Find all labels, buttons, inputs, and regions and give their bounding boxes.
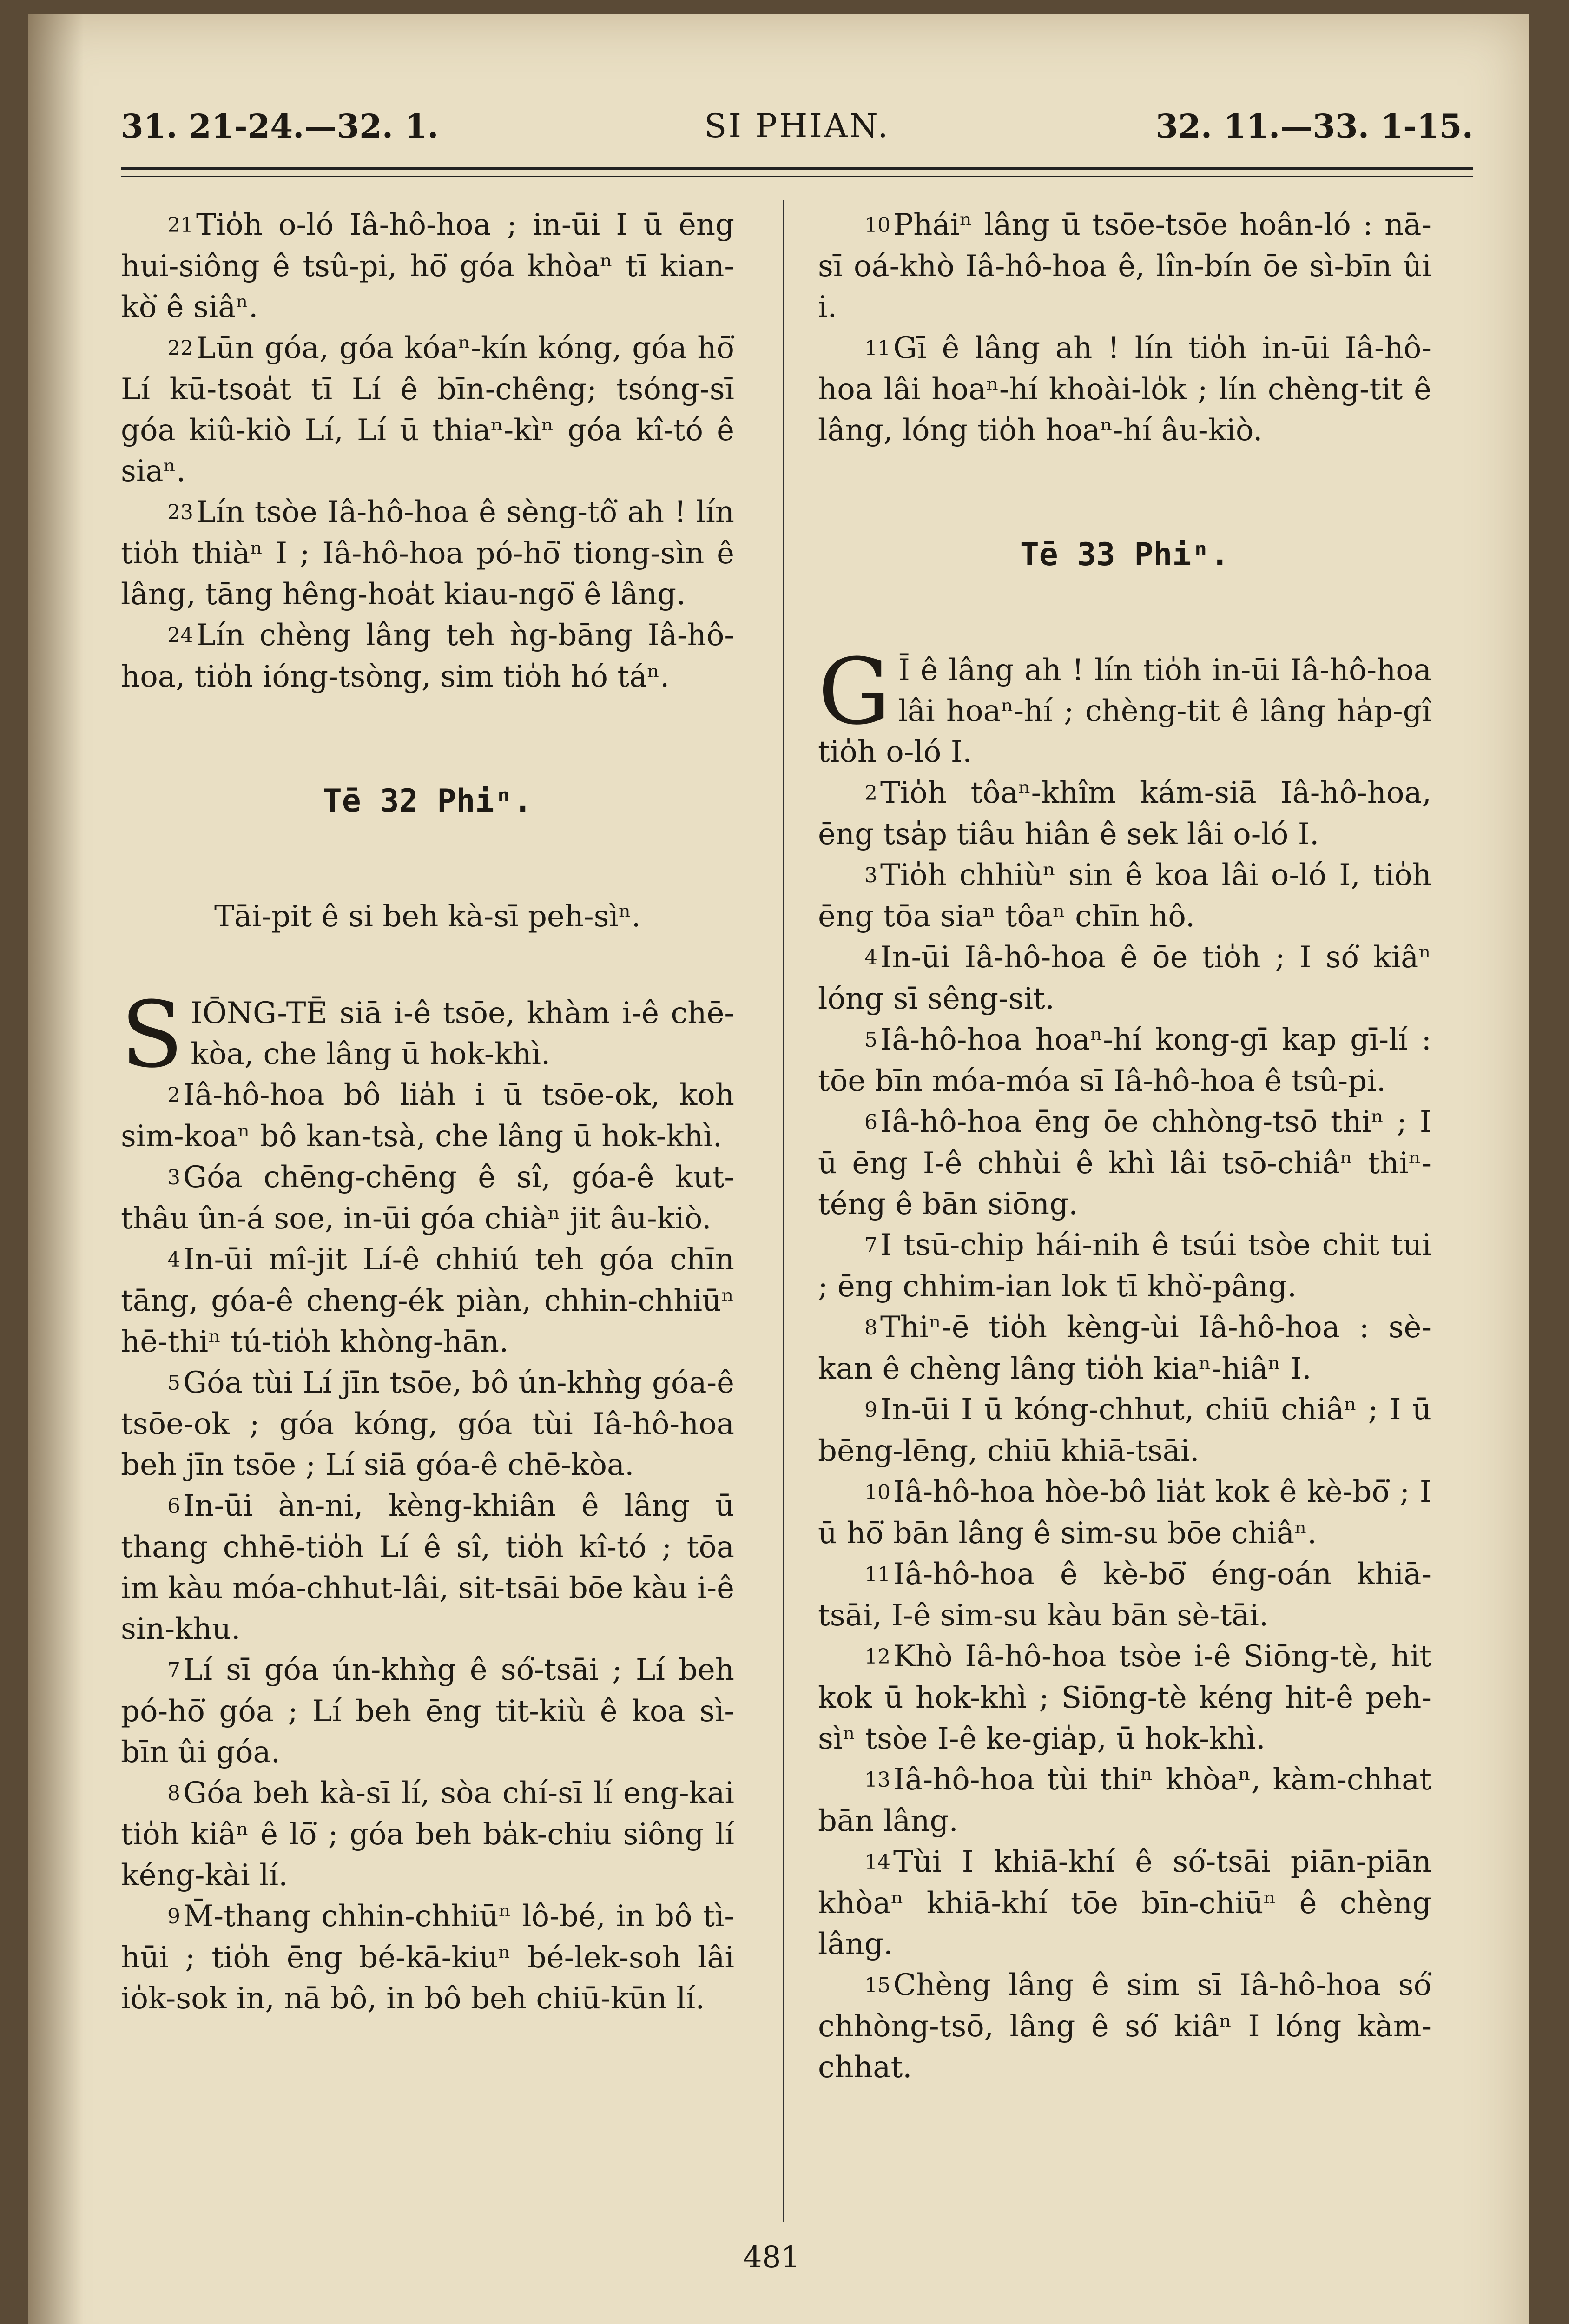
verse	[121, 1650, 734, 1773]
verse-text: In-ūi mî-jit Lí-ê chhiú teh góa chīn tāng, góa-ê cheng-ék piàn, chhin-chhiūⁿ hē-thiⁿ tú-tio̍h khòng-hān.	[121, 1242, 734, 1359]
verse-text: Gī ê lâng ah ! lín tio̍h in-ūi Iâ-hô-hoa lâi hoaⁿ-hí khoài-lo̍k ; lín chèng-tit ê lâng, lóng tio̍h hoaⁿ-hí âu-kiò.	[818, 331, 1431, 448]
drop-cap: G	[818, 639, 891, 745]
verse-number: 15	[864, 1974, 890, 1997]
verse-number: 8	[864, 1316, 877, 1340]
verse-text: Thiⁿ-ē tio̍h kèng-ùi Iâ-hô-hoa : sè-kan ê chèng lâng tio̍h kiaⁿ-hiâⁿ I.	[818, 1310, 1431, 1386]
verse	[818, 855, 1431, 937]
verse-text: Iâ-hô-hoa hoaⁿ-hí kong-gī kap gī-lí : tōe bīn móa-móa sī Iâ-hô-hoa ê tsû-pi.	[818, 1023, 1431, 1098]
verse	[818, 205, 1431, 328]
verse-number: 24	[167, 624, 193, 647]
verse-text: In-ūi àn-ni, kèng-khiân ê lâng ū thang chhē-tio̍h Lí ê sî, tio̍h kî-tó ; tōa im kàu móa-chhut-lâi, sit-tsāi bōe kàu i-ê sin-khu.	[121, 1489, 734, 1646]
running-header	[121, 107, 1473, 158]
verse-number: 6	[167, 1494, 180, 1518]
verse-text: Chèng lâng ê sim sī Iâ-hô-hoa só͘ chhòng-tsō, lâng ê só͘ kiâⁿ I lóng kàm-chhat.	[818, 1968, 1431, 2085]
verse	[818, 1307, 1431, 1389]
verse-number: 4	[167, 1248, 180, 1272]
verse-number: 5	[167, 1371, 180, 1395]
verse-text: Góa tùi Lí jīn tsōe, bô ún-khǹg góa-ê tsōe-ok ; góa kóng, góa tùi Iâ-hô-hoa beh jīn tsōe ; Lí siā góa-ê chē-kòa.	[121, 1366, 734, 1482]
verse	[818, 1225, 1431, 1307]
verse	[818, 1102, 1431, 1225]
verse-text: Tio̍h o-ló Iâ-hô-hoa ; in-ūi I ū ēng hui-siông ê tsû-pi, hō͘ góa khòaⁿ tī kian-kò͘ ê siâⁿ.	[121, 208, 734, 324]
verse-number: 14	[864, 1850, 890, 1874]
page-number: 481	[743, 2240, 800, 2275]
left-column	[121, 205, 734, 2019]
verse	[818, 1389, 1431, 1472]
verse	[121, 1486, 734, 1650]
drop-cap: S	[121, 982, 184, 1088]
verse	[121, 492, 734, 615]
verse-text: Pháiⁿ lâng ū tsōe-tsōe hoân-ló : nā-sī oá-khò Iâ-hô-hoa ê, lîn-bín ōe sì-bīn ûi i.	[818, 208, 1431, 324]
verse-number: 10	[864, 213, 890, 237]
column-divider	[783, 200, 784, 2222]
verse-number: 2	[864, 781, 877, 805]
verse	[121, 615, 734, 697]
verse	[818, 328, 1431, 451]
verse	[818, 937, 1431, 1019]
verse-number: 6	[864, 1110, 877, 1134]
header-left-reference: 31. 21-24.—32. 1.	[121, 107, 439, 145]
verse-number: 10	[864, 1480, 890, 1504]
verse-text: In-ūi Iâ-hô-hoa ê ōe tio̍h ; I só͘ kiâⁿ lóng sī sêng-sit.	[818, 940, 1431, 1016]
verse-number: 3	[167, 1166, 180, 1189]
verse	[818, 772, 1431, 855]
verse-text: Tùi I khiā-khí ê só͘-tsāi piān-piān khòaⁿ khiā-khí tōe bīn-chiūⁿ ê chèng lâng.	[818, 1845, 1431, 1961]
verse-text: Góa chēng-chēng ê sî, góa-ê kut-thâu ûn-á soe, in-ūi góa chiàⁿ jit âu-kiò.	[121, 1160, 734, 1236]
verse-text: Lí sī góa ún-khǹg ê só͘-tsāi ; Lí beh pó-hō͘ góa ; Lí beh ēng tit-kiù ê koa sì-bīn ûi góa.	[121, 1653, 734, 1769]
verse-text: Iâ-hô-hoa bô lia̍h i ū tsōe-ok, koh sim-koaⁿ bô kan-tsà, che lâng ū hok-khì.	[121, 1078, 734, 1154]
verse	[818, 1965, 1431, 2088]
verse-number: 9	[167, 1905, 180, 1928]
verse	[121, 1075, 734, 1157]
chapter-heading: Tē 33 Phiⁿ.	[1020, 536, 1230, 573]
verse-number: 7	[864, 1234, 877, 1257]
verse-number: 2	[167, 1083, 180, 1107]
verse-number: 9	[864, 1398, 877, 1422]
verse	[818, 1759, 1431, 1842]
verse	[121, 1362, 734, 1486]
verse	[818, 1554, 1431, 1636]
verse-text: I tsū-chip hái-nih ê tsúi tsòe chit tui ; ēng chhim-ian lok tī khò͘-pâng.	[818, 1228, 1431, 1304]
verse	[818, 1019, 1431, 1102]
verse	[121, 982, 734, 1088]
verse-number: 23	[167, 501, 193, 524]
verse	[818, 639, 1431, 772]
verse-number: 22	[167, 337, 193, 360]
binding-shadow	[28, 14, 84, 2324]
verse	[818, 1472, 1431, 1554]
verse	[121, 1239, 734, 1362]
verse-text: Lūn góa, góa kóaⁿ-kín kóng, góa hō͘ Lí kū-tsoa̍t tī Lí ê bīn-chêng; tsóng-sī góa kiû-kiò Lí, Lí ū thiaⁿ-kìⁿ góa kî-tó ê siaⁿ.	[121, 331, 734, 489]
verse-text: In-ūi I ū kóng-chhut, chiū chiâⁿ ; I ū bēng-lēng, chiū khiā-tsāi.	[818, 1393, 1431, 1468]
verse	[121, 1896, 734, 2019]
verse	[121, 328, 734, 492]
header-rule-thin	[121, 176, 1473, 177]
verse-text: Iâ-hô-hoa ēng ōe chhòng-tsō thiⁿ ; I ū ēng I-ê chhùi ê khì lâi tsō-chiâⁿ thiⁿ-téng ê bān siōng.	[818, 1105, 1431, 1221]
chapter-heading: Tē 32 Phiⁿ.	[323, 783, 533, 819]
verse-text: M̄-thang chhin-chhiūⁿ lô-bé, in bô tì-hūi ; tio̍h ēng bé-kā-kiuⁿ bé-lek-soh lâi io̍k-sok in, nā bô, in bô beh chiū-kūn lí.	[121, 1899, 734, 2016]
verse-number: 11	[864, 337, 890, 360]
verse-number: 5	[864, 1028, 877, 1052]
verse-text: Iâ-hô-hoa ê kè-bō͘ éng-oán khiā-tsāi, I-ê sim-su kàu bān sè-tāi.	[818, 1557, 1431, 1633]
verse-text: Ī ê lâng ah ! lín tio̍h in-ūi Iâ-hô-hoa lâi hoaⁿ-hí ; chèng-tit ê lâng ha̍p-gî tio̍h o-ló I.	[818, 653, 1431, 769]
verse-number: 7	[167, 1658, 180, 1682]
verse-text: Tio̍h chhiùⁿ sin ê koa lâi o-ló I, tio̍h ēng tōa siaⁿ tôaⁿ chīn hô.	[818, 858, 1431, 934]
header-rule-thick	[121, 167, 1473, 170]
header-right-reference: 32. 11.—33. 1-15.	[1155, 107, 1473, 145]
verse-number: 13	[864, 1768, 890, 1792]
verse-number: 8	[167, 1782, 180, 1805]
psalm-superscription: Tāi-pit ê si beh kà-sī peh-sìⁿ.	[214, 899, 641, 934]
verse	[818, 1636, 1431, 1759]
verse-text: Lín tsòe Iâ-hô-hoa ê sèng-tô͘ ah ! lín tio̍h thiàⁿ I ; Iâ-hô-hoa pó-hō͘ tiong-sìn ê lâng, tāng hêng-hoa̍t kiau-ngō͘ ê lâng.	[121, 495, 734, 612]
verse-number: 21	[167, 213, 193, 237]
page	[28, 14, 1529, 2324]
verse-number: 3	[864, 864, 877, 887]
verse-number: 11	[864, 1563, 890, 1586]
verse-text: Khò Iâ-hô-hoa tsòe i-ê Siōng-tè, hit kok ū hok-khì ; Siōng-tè kéng hit-ê peh-sìⁿ tsòe I-ê ke-gia̍p, ū hok-khì.	[818, 1639, 1431, 1756]
verse-number: 12	[864, 1645, 890, 1669]
verse-text: IŌNG-TĒ siā i-ê tsōe, khàm i-ê chē-kòa, che lâng ū hok-khì.	[191, 996, 734, 1071]
verse	[121, 1773, 734, 1896]
verse	[121, 1157, 734, 1239]
verse	[818, 1842, 1431, 1965]
right-column	[818, 205, 1431, 2088]
header-book-title: SI PHIAN.	[704, 107, 890, 145]
verse-text: Tio̍h tôaⁿ-khîm kám-siā Iâ-hô-hoa, ēng tsa̍p tiâu hiân ê sek lâi o-ló I.	[818, 776, 1431, 852]
verse	[121, 205, 734, 328]
verse-text: Iâ-hô-hoa hòe-bô lia̍t kok ê kè-bō͘ ; I ū hō͘ bān lâng ê sim-su bōe chiâⁿ.	[818, 1475, 1431, 1551]
verse-number: 4	[864, 946, 877, 970]
verse-text: Iâ-hô-hoa tùi thiⁿ khòaⁿ, kàm-chhat bān lâng.	[818, 1763, 1431, 1838]
verse-text: Lín chèng lâng teh ǹg-bāng Iâ-hô-hoa, tio̍h ióng-tsòng, sim tio̍h hó táⁿ.	[121, 618, 734, 694]
verse-text: Góa beh kà-sī lí, sòa chí-sī lí eng-kai tio̍h kiâⁿ ê lō͘ ; góa beh ba̍k-chiu siông lí kéng-kài lí.	[121, 1776, 734, 1893]
